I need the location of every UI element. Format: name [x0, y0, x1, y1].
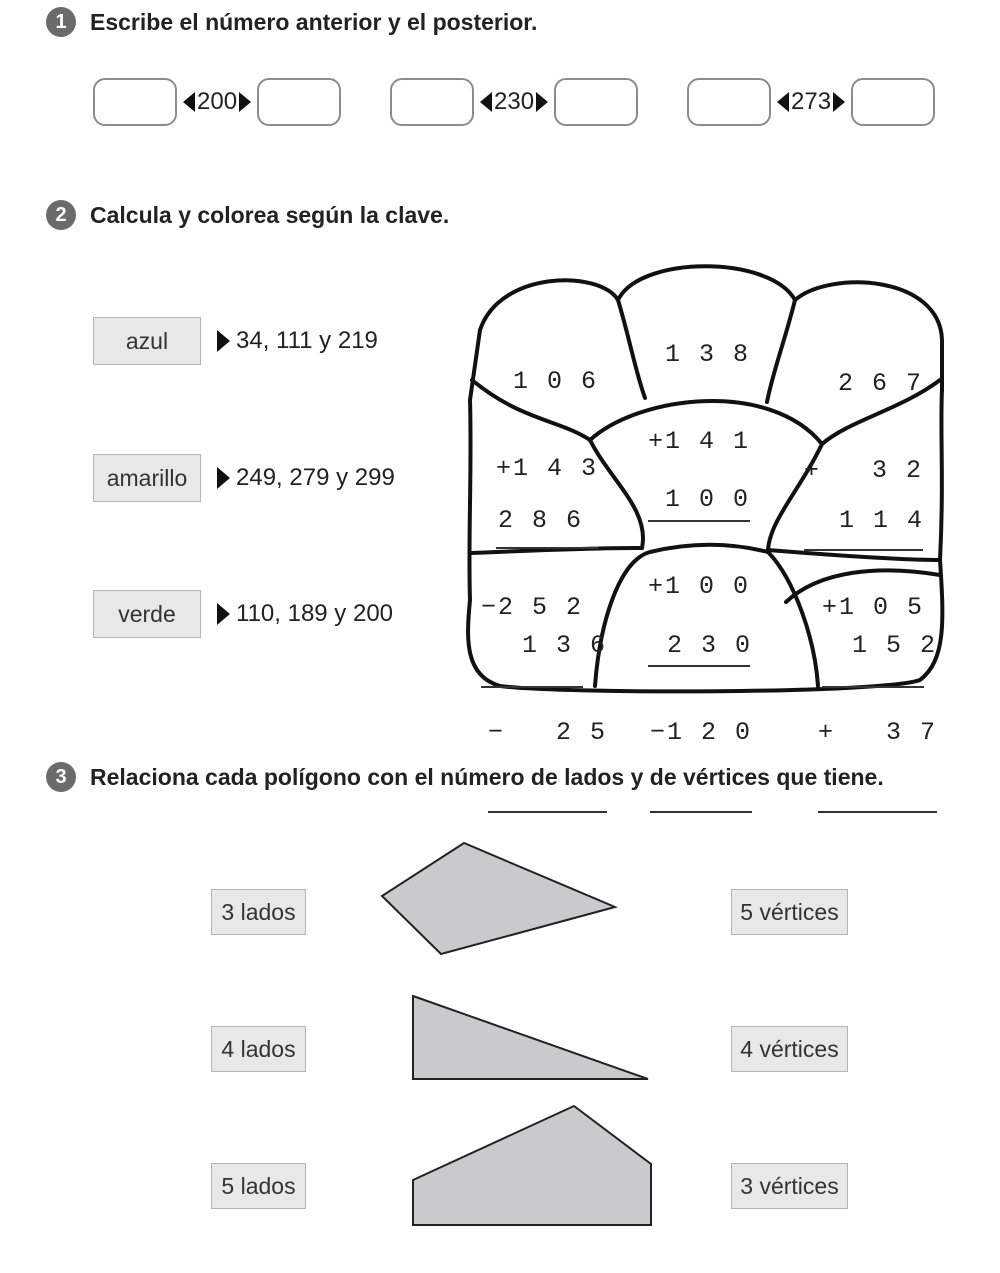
operation-bottom: −2 5 2 [481, 593, 584, 622]
vertices-label[interactable]: 5 vértices [731, 889, 848, 935]
sequence-number: 230 [494, 88, 535, 115]
triangle-shape[interactable] [413, 996, 648, 1079]
sequence-number: 200 [197, 88, 238, 115]
color-key-values: 110, 189 y 200 [236, 600, 394, 627]
operation-bottom: − 2 5 [488, 718, 608, 747]
sides-label[interactable]: 3 lados [211, 889, 306, 935]
operation-top: 1 3 6 [522, 631, 608, 660]
operation-bottom: +1 4 3 [496, 454, 599, 483]
operation-top: 1 0 6 [513, 367, 599, 396]
quadrilateral-shape[interactable] [382, 843, 615, 954]
section-title: Relaciona cada polígono con el número de lados y de vértices que tiene. [90, 763, 884, 790]
operation-top: 1 1 4 [839, 506, 925, 535]
pentagon-shape[interactable] [413, 1106, 651, 1225]
section-title: Calcula y colorea según la clave. [90, 201, 450, 228]
sides-label[interactable]: 4 lados [211, 1026, 306, 1072]
operation-bottom: +1 0 0 [648, 572, 751, 601]
operation-top: 2 3 0 [667, 631, 753, 660]
section-title: Escribe el número anterior y el posterior. [90, 8, 538, 35]
operation-top: 1 0 0 [665, 485, 751, 514]
color-key-label: azul [93, 317, 201, 365]
section-number-badge: 2 [46, 200, 76, 230]
operation-bottom: + 3 7 [818, 718, 938, 747]
operation-top: 2 6 7 [838, 369, 924, 398]
sides-label[interactable]: 5 lados [211, 1163, 306, 1209]
sequence-number: 273 [791, 88, 832, 115]
color-key-values: 249, 279 y 299 [236, 464, 395, 491]
operation-bottom: + 3 2 [804, 456, 924, 485]
color-key-values: 34, 111 y 219 [236, 327, 378, 354]
section-number-badge: 1 [46, 7, 76, 37]
operation-top: 2 8 6 [498, 506, 584, 535]
operation-bottom: +1 4 1 [648, 427, 751, 456]
color-key-label: amarillo [93, 454, 201, 502]
operation-top: 1 5 2 [852, 631, 938, 660]
color-key-label: verde [93, 590, 201, 638]
operation-bottom: −1 2 0 [650, 718, 753, 747]
operation-top: 1 3 8 [665, 340, 751, 369]
vertices-label[interactable]: 4 vértices [731, 1026, 848, 1072]
section-number-badge: 3 [46, 762, 76, 792]
vertices-label[interactable]: 3 vértices [731, 1163, 848, 1209]
operation-bottom: +1 0 5 [822, 593, 925, 622]
